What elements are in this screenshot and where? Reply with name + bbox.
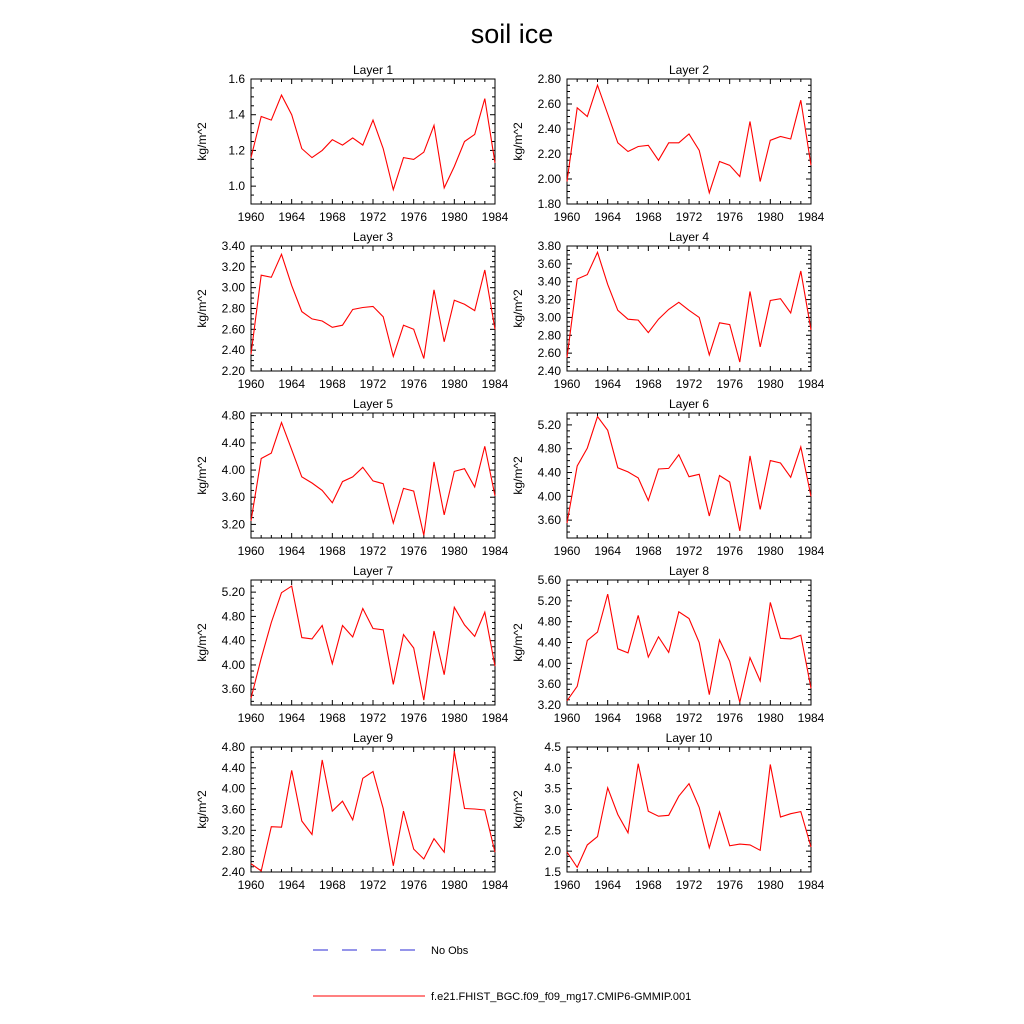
x-tick-label: 1976 — [716, 210, 744, 224]
x-tick-label: 1972 — [675, 377, 703, 391]
y-tick-label: 2.20 — [537, 147, 561, 161]
x-tick-label: 1964 — [594, 544, 622, 558]
x-tick-label: 1984 — [481, 210, 509, 224]
panel-layer-2 — [511, 63, 825, 224]
x-tick-label: 1972 — [359, 544, 387, 558]
x-tick-label: 1984 — [481, 878, 509, 892]
x-tick-label: 1972 — [359, 377, 387, 391]
x-tick-label: 1964 — [594, 210, 622, 224]
x-tick-label: 1964 — [278, 711, 306, 725]
series-line — [251, 254, 495, 358]
y-tick-label: 2.80 — [221, 301, 245, 316]
y-tick-label: 3.20 — [537, 698, 561, 712]
plot-frame — [251, 246, 495, 371]
y-tick-label: 3.40 — [221, 239, 245, 253]
x-tick-label: 1984 — [797, 210, 825, 224]
x-tick-label: 1984 — [797, 377, 825, 391]
panel-layer-3 — [195, 230, 509, 391]
series-line — [567, 252, 811, 362]
legend-label-no-obs: No Obs — [431, 945, 469, 957]
y-tick-label: 4.40 — [221, 633, 245, 648]
x-tick-label: 1980 — [440, 377, 468, 391]
x-tick-label: 1964 — [278, 878, 306, 892]
y-tick-label: 5.20 — [537, 417, 561, 432]
plot-frame — [251, 747, 495, 872]
x-tick-label: 1964 — [594, 878, 622, 892]
x-tick-label: 1960 — [553, 377, 581, 391]
y-tick-label: 4.00 — [537, 656, 561, 671]
y-tick-label: 4.80 — [221, 408, 245, 423]
y-tick-label: 5.60 — [537, 573, 561, 587]
y-tick-label: 3.60 — [221, 802, 245, 817]
series-line — [251, 95, 495, 190]
panel-layer-7 — [195, 564, 509, 725]
x-tick-label: 1972 — [675, 711, 703, 725]
y-tick-label: 3.60 — [221, 682, 245, 697]
plot-frame — [251, 580, 495, 705]
y-tick-label: 4.0 — [544, 760, 561, 775]
x-tick-label: 1984 — [797, 544, 825, 558]
x-tick-label: 1968 — [634, 711, 662, 725]
series-line — [251, 751, 495, 871]
y-tick-label: 3.20 — [221, 517, 245, 532]
y-tick-label: 4.5 — [544, 740, 561, 754]
x-tick-label: 1980 — [440, 878, 468, 892]
plot-frame — [251, 79, 495, 204]
y-tick-label: 3.20 — [221, 259, 245, 274]
y-tick-label: 3.60 — [537, 513, 561, 528]
x-tick-label: 1972 — [359, 711, 387, 725]
panel-title: Layer 3 — [352, 230, 394, 244]
panel-title: Layer 7 — [352, 564, 394, 578]
x-tick-label: 1960 — [237, 878, 265, 892]
x-tick-label: 1980 — [756, 210, 784, 224]
y-tick-label: 4.00 — [221, 463, 245, 478]
series-line — [567, 764, 811, 868]
panel-layer-5 — [195, 397, 509, 558]
y-axis-label: kg/m^2 — [511, 289, 525, 328]
x-tick-label: 1972 — [359, 210, 387, 224]
y-tick-label: 1.6 — [228, 72, 245, 86]
x-tick-label: 1980 — [756, 544, 784, 558]
y-tick-label: 1.5 — [544, 865, 561, 879]
panel-title: Layer 9 — [352, 731, 394, 745]
series-line — [251, 586, 495, 700]
panel-title: Layer 5 — [352, 397, 394, 411]
x-tick-label: 1980 — [440, 544, 468, 558]
x-tick-label: 1976 — [400, 377, 428, 391]
y-tick-label: 4.40 — [537, 465, 561, 480]
y-tick-label: 5.20 — [537, 593, 561, 608]
panel-layer-4 — [511, 230, 825, 391]
plot-frame — [567, 246, 811, 371]
x-tick-label: 1968 — [634, 210, 662, 224]
series-line — [567, 594, 811, 702]
x-tick-label: 1968 — [318, 544, 346, 558]
x-tick-label: 1968 — [318, 210, 346, 224]
y-tick-label: 1.2 — [228, 143, 245, 158]
y-tick-label: 2.20 — [221, 364, 245, 378]
y-tick-label: 4.00 — [537, 489, 561, 504]
x-tick-label: 1964 — [278, 377, 306, 391]
y-tick-label: 3.00 — [221, 280, 245, 295]
y-axis-label: kg/m^2 — [511, 623, 525, 662]
x-tick-label: 1960 — [553, 711, 581, 725]
y-tick-label: 2.40 — [537, 364, 561, 378]
x-tick-label: 1976 — [400, 210, 428, 224]
x-tick-label: 1960 — [237, 210, 265, 224]
x-tick-label: 1972 — [359, 878, 387, 892]
x-tick-label: 1980 — [756, 377, 784, 391]
x-tick-label: 1984 — [481, 377, 509, 391]
x-tick-label: 1960 — [553, 210, 581, 224]
x-tick-label: 1968 — [634, 544, 662, 558]
y-tick-label: 3.60 — [221, 490, 245, 505]
x-tick-label: 1960 — [237, 544, 265, 558]
x-tick-label: 1984 — [797, 878, 825, 892]
y-axis-label: kg/m^2 — [511, 790, 525, 829]
y-tick-label: 2.60 — [537, 97, 561, 111]
panel-layer-10 — [511, 731, 825, 892]
series-line — [251, 423, 495, 536]
plot-frame — [567, 580, 811, 705]
y-axis-label: kg/m^2 — [195, 790, 209, 829]
panel-layer-1 — [195, 63, 509, 224]
panel-title: Layer 10 — [665, 731, 713, 745]
y-tick-label: 3.5 — [544, 781, 561, 796]
series-line — [567, 85, 811, 193]
x-tick-label: 1968 — [318, 711, 346, 725]
y-tick-label: 5.20 — [221, 585, 245, 600]
x-tick-label: 1968 — [634, 878, 662, 892]
x-tick-label: 1976 — [400, 544, 428, 558]
panel-layer-8 — [511, 564, 825, 725]
plot-frame — [251, 413, 495, 538]
legend-label-model: f.e21.FHIST_BGC.f09_f09_mg17.CMIP6-GMMIP.001 — [431, 991, 692, 1003]
x-tick-label: 1976 — [400, 878, 428, 892]
legend — [313, 945, 691, 1003]
y-axis-label: kg/m^2 — [195, 289, 209, 328]
x-tick-label: 1972 — [675, 878, 703, 892]
x-tick-label: 1968 — [634, 377, 662, 391]
panel-title: Layer 1 — [352, 63, 394, 77]
x-tick-label: 1976 — [716, 878, 744, 892]
x-tick-label: 1972 — [675, 544, 703, 558]
panels — [195, 63, 825, 892]
x-tick-label: 1960 — [237, 711, 265, 725]
y-tick-label: 1.80 — [537, 197, 561, 211]
y-tick-label: 2.80 — [221, 844, 245, 859]
y-tick-label: 4.40 — [221, 760, 245, 775]
y-axis-label: kg/m^2 — [195, 456, 209, 495]
y-tick-label: 2.40 — [221, 865, 245, 879]
x-tick-label: 1964 — [278, 210, 306, 224]
panel-layer-9 — [195, 731, 509, 892]
y-tick-label: 4.80 — [537, 614, 561, 629]
y-tick-label: 2.5 — [544, 823, 561, 838]
x-tick-label: 1972 — [675, 210, 703, 224]
y-tick-label: 3.60 — [537, 677, 561, 692]
x-tick-label: 1984 — [481, 544, 509, 558]
y-tick-label: 2.0 — [544, 844, 561, 859]
x-tick-label: 1984 — [797, 711, 825, 725]
panel-title: Layer 6 — [668, 397, 710, 411]
x-tick-label: 1968 — [318, 878, 346, 892]
panel-title: Layer 2 — [668, 63, 710, 77]
y-tick-label: 3.80 — [537, 239, 561, 253]
panel-title: Layer 4 — [668, 230, 710, 244]
y-tick-label: 4.80 — [221, 740, 245, 754]
x-tick-label: 1968 — [318, 377, 346, 391]
series-line — [567, 417, 811, 531]
y-tick-label: 3.0 — [544, 802, 561, 817]
x-tick-label: 1984 — [481, 711, 509, 725]
y-tick-label: 2.40 — [537, 122, 561, 136]
x-tick-label: 1980 — [440, 711, 468, 725]
x-tick-label: 1960 — [237, 377, 265, 391]
y-tick-label: 2.60 — [537, 346, 561, 361]
y-tick-label: 2.80 — [537, 72, 561, 86]
panel-title: Layer 8 — [668, 564, 710, 578]
y-tick-label: 2.60 — [221, 322, 245, 337]
y-tick-label: 4.00 — [221, 657, 245, 672]
y-tick-label: 4.40 — [537, 635, 561, 650]
y-axis-label: kg/m^2 — [511, 122, 525, 161]
panel-layer-6 — [511, 397, 825, 558]
x-tick-label: 1980 — [440, 210, 468, 224]
y-axis-label: kg/m^2 — [195, 623, 209, 662]
y-tick-label: 3.60 — [537, 256, 561, 271]
x-tick-label: 1964 — [594, 377, 622, 391]
y-tick-label: 4.40 — [221, 435, 245, 450]
x-tick-label: 1960 — [553, 878, 581, 892]
y-tick-label: 1.4 — [228, 107, 245, 122]
x-tick-label: 1980 — [756, 878, 784, 892]
y-tick-label: 1.0 — [228, 179, 245, 194]
y-tick-label: 2.80 — [537, 328, 561, 343]
x-tick-label: 1976 — [400, 711, 428, 725]
y-axis-label: kg/m^2 — [511, 456, 525, 495]
y-axis-label: kg/m^2 — [195, 122, 209, 161]
y-tick-label: 4.80 — [537, 441, 561, 456]
x-tick-label: 1964 — [594, 711, 622, 725]
y-tick-label: 3.20 — [221, 823, 245, 838]
x-tick-label: 1976 — [716, 377, 744, 391]
plot-frame — [567, 79, 811, 204]
y-tick-label: 4.00 — [221, 781, 245, 796]
x-tick-label: 1976 — [716, 544, 744, 558]
y-tick-label: 3.40 — [537, 274, 561, 289]
y-tick-label: 4.80 — [221, 609, 245, 624]
x-tick-label: 1980 — [756, 711, 784, 725]
figure-title: soil ice — [470, 19, 554, 49]
x-tick-label: 1960 — [553, 544, 581, 558]
y-tick-label: 3.00 — [537, 310, 561, 325]
y-tick-label: 2.40 — [221, 343, 245, 358]
x-tick-label: 1964 — [278, 544, 306, 558]
y-tick-label: 2.00 — [537, 172, 561, 186]
x-tick-label: 1976 — [716, 711, 744, 725]
y-tick-label: 3.20 — [537, 292, 561, 307]
